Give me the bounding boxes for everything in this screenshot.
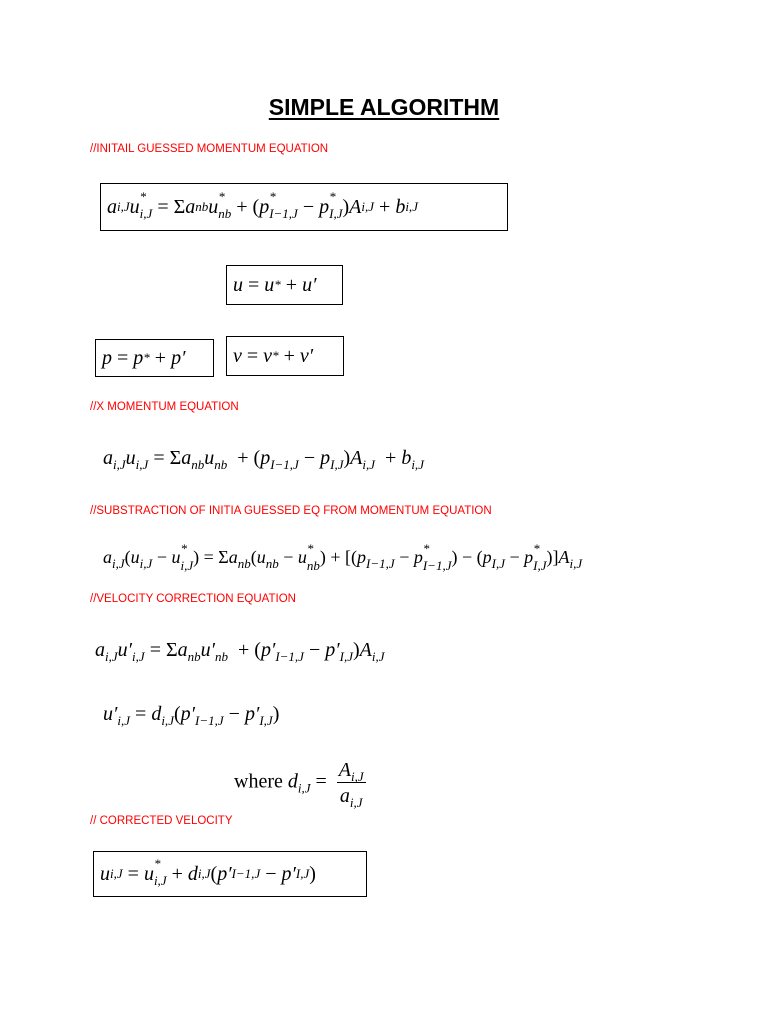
equation-v-split: v = v * + v′ [226, 336, 344, 376]
comment-subtraction: //SUBSTRACTION OF INITIA GUESSED EQ FROM MOMENTUM EQUATION [90, 505, 492, 517]
comment-x-momentum: //X MOMENTUM EQUATION [90, 401, 239, 413]
equation-u-split: u = u * + u′ [226, 265, 343, 305]
equation-corrected-velocity: u i,J = u * i,J + d i,J ( p′ I−1,J − p′ I,J ) [93, 851, 367, 897]
equation-initial-guess: a i,J u * i,J = Σ a nb u * nb + ( p * I−1,J − p * I,J ) A i,J + b i,J [100, 183, 508, 231]
equation-x-momentum: $a_{i,J}u_{i,J} = \Sigma a_{nb}u_{nb} + (p_{I-1,J} - p_{I,J})A_{i,J} + b_{i,J}$ [103, 447, 424, 472]
equation-velocity-correction-approx: $u'_{i,J} = d_{i,J}(p'_{I-1,J} - p'_{I,J})$ [103, 703, 280, 728]
fraction-A-over-a: $\frac{A_{i,J}}{a_{i,J}}$ [338, 759, 364, 810]
equation-subtraction: $a_{i,J}(u_{i,J} - u$ * i,J ) = $\Sigma a_{nb}(u_{nb} - u$ * nb ) + [($p_{I-1,J} - p$ * I−1,J ) − ($p_{I,J} - p$ * I,J )]$A_{i,J}$ [103, 541, 583, 573]
comment-corrected-velocity: // CORRECTED VELOCITY [90, 815, 233, 827]
page-title: SIMPLE ALGORITHM [268, 94, 500, 120]
equation-velocity-correction: $a_{i,J}u'_{i,J} = \Sigma a_{nb}u'_{nb} + (p'_{I-1,J} - p'_{I,J})A_{i,J}$ [95, 639, 385, 664]
comment-initial-guess: //INITAIL GUESSED MOMENTUM EQUATION [90, 143, 329, 155]
equation-d-definition: where $d_{i,J}$ = $\frac{A_{i,J}}{a_{i,J}}$ [234, 759, 364, 810]
equation-p-split: p = p * + p′ [95, 339, 214, 377]
where-word: where [234, 770, 283, 793]
comment-velocity-correction: //VELOCITY CORRECTION EQUATION [90, 593, 296, 605]
